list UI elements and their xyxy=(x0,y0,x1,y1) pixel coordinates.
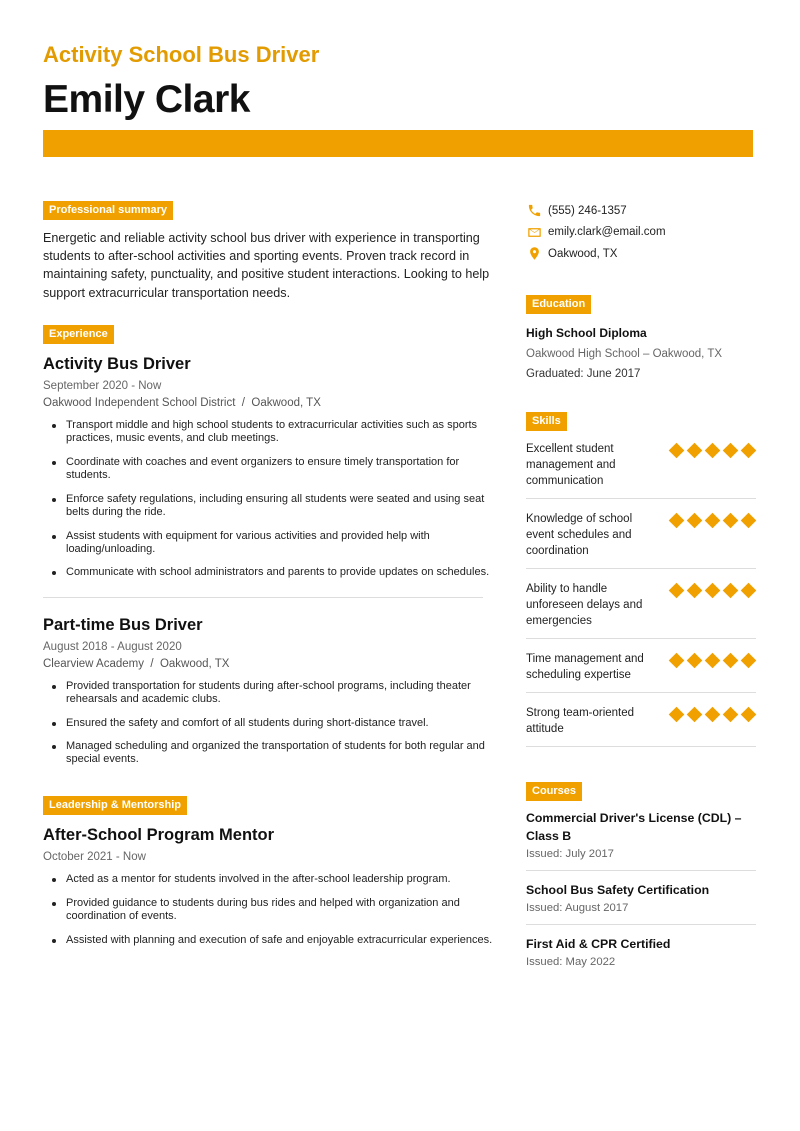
rating-diamond-icon xyxy=(741,582,757,598)
course-title: School Bus Safety Certification xyxy=(526,882,710,897)
skill-name: Strong team-oriented attitude xyxy=(526,706,635,735)
skill-name: Excellent student management and communication xyxy=(526,442,616,487)
skill-row xyxy=(526,693,756,747)
rating-diamond-icon xyxy=(669,512,685,528)
rating-diamond-icon xyxy=(705,652,721,668)
contact-section xyxy=(526,200,756,265)
skill-rating xyxy=(669,441,756,458)
education-graduated: Graduated: June 2017 xyxy=(526,367,641,380)
education-degree: High School Diploma xyxy=(526,325,647,340)
skill-rating xyxy=(669,705,756,722)
bullet-item: Assist students with equipment for various activities and provided help with loading/unloading. xyxy=(43,530,495,556)
skill-row xyxy=(526,639,756,693)
skill-rating xyxy=(669,651,756,668)
contact-phone xyxy=(526,200,756,222)
main-column xyxy=(43,200,495,957)
bullet-item: Ensured the safety and comfort of all students during short-distance travel. xyxy=(43,717,495,730)
rating-diamond-icon xyxy=(705,442,721,458)
rating-diamond-icon xyxy=(669,652,685,668)
bullet-item: Managed scheduling and organized the transportation of students for both regular and special events. xyxy=(43,740,495,766)
rating-diamond-icon xyxy=(705,512,721,528)
course-date: Issued: May 2022 xyxy=(526,955,616,968)
skill-row xyxy=(526,431,756,499)
rating-diamond-icon xyxy=(723,442,739,458)
rating-diamond-icon xyxy=(741,512,757,528)
envelope-icon xyxy=(526,224,542,240)
leadership-heading: Leadership & Mentorship xyxy=(43,796,187,815)
experience-section xyxy=(43,324,495,767)
bullet-item: Provided transportation for students during after-school programs, including theater rehearsals and academic clubs. xyxy=(43,680,495,706)
education-school: Oakwood High School – Oakwood, TX xyxy=(526,347,723,360)
skills-heading: Skills xyxy=(526,412,567,431)
rating-diamond-icon xyxy=(669,582,685,598)
email-text[interactable]: emily.clark@email.com xyxy=(548,226,666,239)
leadership-dates: October 2021 - Now xyxy=(43,851,146,864)
entry-divider xyxy=(43,597,483,598)
rating-diamond-icon xyxy=(687,652,703,668)
contact-location xyxy=(526,243,756,265)
course-title: First Aid & CPR Certified xyxy=(526,936,671,951)
sidebar-column xyxy=(526,200,756,978)
rating-diamond-icon xyxy=(705,706,721,722)
contact-email xyxy=(526,222,756,244)
course-date: Issued: July 2017 xyxy=(526,847,614,860)
leadership-bullets xyxy=(43,873,495,947)
job-dates: September 2020 - Now xyxy=(43,379,162,392)
job-bullets xyxy=(43,680,495,767)
rating-diamond-icon xyxy=(669,706,685,722)
rating-diamond-icon xyxy=(669,442,685,458)
experience-heading: Experience xyxy=(43,325,114,344)
job-role: Activity Bus Driver xyxy=(43,354,191,373)
rating-diamond-icon xyxy=(723,512,739,528)
course-title: Commercial Driver's License (CDL) – Class B xyxy=(526,810,742,843)
summary-heading: Professional summary xyxy=(43,201,173,220)
job-company: Clearview Academy xyxy=(43,657,144,670)
rating-diamond-icon xyxy=(723,652,739,668)
job-role: Part-time Bus Driver xyxy=(43,615,203,634)
job-company-line: Clearview Academy / Oakwood, TX xyxy=(43,657,230,670)
skill-rating xyxy=(669,581,756,598)
skill-row xyxy=(526,569,756,639)
experience-entry xyxy=(43,355,495,580)
phone-text[interactable]: (555) 246-1357 xyxy=(548,204,627,217)
course-item xyxy=(526,871,756,925)
phone-icon xyxy=(526,203,542,219)
rating-diamond-icon xyxy=(741,442,757,458)
summary-text: Energetic and reliable activity school bus driver with experience in transporting students to after-school activities and sporting events. Proven track record in maintaining safety, punctuality, and positive student interactions. Looking to help support extracurricular transportation needs. xyxy=(43,231,490,300)
rating-diamond-icon xyxy=(723,582,739,598)
bullet-item: Communicate with school administrators and parents to provide updates on schedules. xyxy=(43,566,495,579)
skill-row xyxy=(526,499,756,569)
leadership-section xyxy=(43,795,495,947)
bullet-item: Transport middle and high school students to extracurricular activities such as sports practices, music events, and club meetings. xyxy=(43,419,495,445)
job-bullets xyxy=(43,419,495,580)
rating-diamond-icon xyxy=(687,442,703,458)
courses-section xyxy=(526,781,756,978)
job-location: Oakwood, TX xyxy=(159,657,230,670)
map-pin-icon xyxy=(526,246,542,262)
education-heading: Education xyxy=(526,295,591,314)
rating-diamond-icon xyxy=(741,652,757,668)
rating-diamond-icon xyxy=(687,512,703,528)
rating-diamond-icon xyxy=(687,582,703,598)
rating-diamond-icon xyxy=(687,706,703,722)
bullet-item: Provided guidance to students during bus rides and helped with organization and coordination of events. xyxy=(43,897,495,923)
candidate-name: Emily Clark xyxy=(43,78,250,121)
skills-section xyxy=(526,411,756,747)
rating-diamond-icon xyxy=(741,706,757,722)
courses-heading: Courses xyxy=(526,782,582,801)
skill-rating xyxy=(669,511,756,528)
leadership-role: After-School Program Mentor xyxy=(43,826,275,845)
course-item xyxy=(526,925,756,978)
header-accent-bar xyxy=(43,130,753,157)
experience-entry xyxy=(43,616,495,767)
target-job-title: Activity School Bus Driver xyxy=(43,42,320,67)
location-text: Oakwood, TX xyxy=(548,247,618,260)
rating-diamond-icon xyxy=(705,582,721,598)
job-company-line: Oakwood Independent School District / Oakwood, TX xyxy=(43,396,321,409)
job-company: Oakwood Independent School District xyxy=(43,396,236,409)
course-item xyxy=(526,801,756,871)
bullet-item: Coordinate with coaches and event organizers to ensure timely transportation for students. xyxy=(43,456,495,482)
bullet-item: Enforce safety regulations, including ensuring all students were seated and using seat belts during the ride. xyxy=(43,493,495,519)
bullet-item: Acted as a mentor for students involved in the after-school leadership program. xyxy=(43,873,495,886)
rating-diamond-icon xyxy=(723,706,739,722)
job-dates: August 2018 - August 2020 xyxy=(43,640,182,653)
summary-section xyxy=(43,200,495,302)
course-date: Issued: August 2017 xyxy=(526,901,629,914)
skill-name: Ability to handle unforeseen delays and emergencies xyxy=(526,582,643,627)
job-location: Oakwood, TX xyxy=(251,396,321,409)
skill-name: Time management and scheduling expertise xyxy=(526,652,644,681)
skill-name: Knowledge of school event schedules and coordination xyxy=(526,512,633,557)
bullet-item: Assisted with planning and execution of safe and enjoyable extracurricular experiences. xyxy=(43,934,495,947)
education-section xyxy=(526,294,756,380)
